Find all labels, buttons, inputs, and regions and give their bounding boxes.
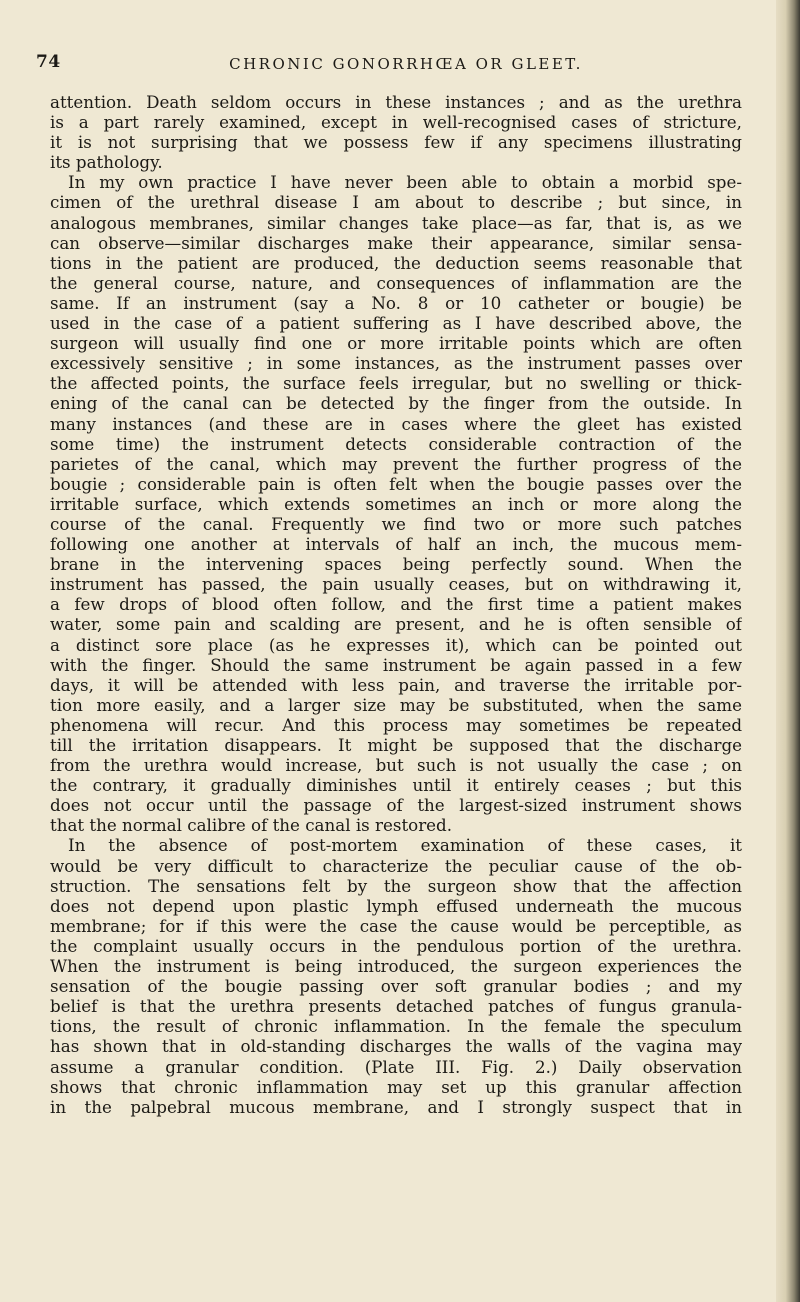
text-line: cimen of the urethral disease I am about to describe ; but since, in [50, 192, 742, 213]
text-line: In my own practice I have never been able to obtain a morbid spe- [68, 172, 742, 193]
text-line: would be very difficult to characterize the peculiar cause of the ob- [50, 855, 742, 876]
text-line: the general course, nature, and consequences of inflammation are the [50, 272, 742, 293]
text-line: irritable surface, which extends sometimes an inch or more along the [50, 493, 742, 514]
text-line: ening of the canal can be detected by the finger from the outside. In [50, 393, 742, 414]
text-line: can observe—similar discharges make their appearance, similar sensa- [50, 232, 742, 253]
text-line: the affected points, the surface feels irregular, but no swelling or thick- [50, 373, 742, 394]
text-line: a few drops of blood often follow, and the first time a patient makes [50, 594, 742, 615]
text-line: from the urethra would increase, but such is not usually the case ; on [50, 755, 742, 776]
text-line: a distinct sore place (as he expresses it), which can be pointed out [50, 634, 742, 655]
text-line: instrument has passed, the pain usually ceases, but on withdrawing it, [50, 574, 742, 595]
text-line: does not depend upon plastic lymph effused underneath the mucous [50, 895, 742, 916]
text-line: assume a granular condition. (Plate III. Fig. 2.) Daily observation [50, 1056, 742, 1077]
text-line: some time) the instrument detects considerable contraction of the [50, 433, 742, 454]
text-line: analogous membranes, similar changes take place—as far, that is, as we [50, 212, 742, 233]
text-line: same. If an instrument (say a No. 8 or 10 catheter or bougie) be [50, 292, 742, 313]
text-line: brane in the intervening spaces being perfectly sound. When the [50, 554, 742, 575]
text-line: till the irritation disappears. It might be supposed that the discharge [50, 735, 742, 755]
text-line: tion more easily, and a larger size may be substituted, when the same [50, 694, 742, 715]
text-line: following one another at intervals of half an inch, the mucous mem- [50, 534, 742, 555]
text-line: excessively sensitive ; in some instances, as the instrument passes over [50, 353, 742, 374]
page-number: 74 [36, 52, 61, 72]
text-line: the contrary, it gradually diminishes until it entirely ceases ; but this [50, 775, 742, 796]
text-line: with the finger. Should the same instrument be again passed in a few [50, 654, 742, 675]
text-line: used in the case of a patient suffering as I have described above, the [50, 313, 742, 334]
text-line: does not occur until the passage of the largest-sized instrument shows [50, 795, 742, 816]
text-line: tions, the result of chronic inflammation. In the female the speculum [50, 1016, 742, 1037]
text-line: attention. Death seldom occurs in these instances ; and as the urethra [50, 92, 742, 112]
text-line: its pathology. [50, 152, 163, 173]
text-line: days, it will be attended with less pain, and traverse the irritable por- [50, 674, 742, 695]
text-line: sensation of the bougie passing over soft granular bodies ; and my [50, 976, 742, 997]
page-header [36, 52, 736, 78]
text-line: the complaint usually occurs in the pendulous portion of the urethra. [50, 935, 742, 956]
text-line: bougie ; considerable pain is often felt when the bougie passes over the [50, 473, 742, 494]
text-line: it is not surprising that we possess few if any specimens illustrating [50, 132, 742, 153]
text-line: shows that chronic inflammation may set up this granular affection [50, 1076, 742, 1097]
text-line: has shown that in old-standing discharges the walls of the vagina may [50, 1036, 742, 1057]
text-line: surgeon will usually find one or more irritable points which are often [50, 333, 742, 354]
text-line: many instances (and these are in cases where the gleet has existed [50, 413, 742, 434]
text-line: phenomena will recur. And this process may sometimes be repeated [50, 714, 742, 735]
body-text [50, 92, 742, 1117]
text-line: belief is that the urethra presents detached patches of fungus granula- [50, 996, 742, 1017]
text-line: course of the canal. Frequently we find two or more such patches [50, 513, 742, 534]
text-line: parietes of the canal, which may prevent the further progress of the [50, 453, 742, 474]
text-line: is a part rarely examined, except in well-recognised cases of stricture, [50, 112, 742, 133]
text-line: In the absence of post-mortem examination of these cases, it [68, 835, 742, 856]
text-line: When the instrument is being introduced, the surgeon experiences the [50, 956, 742, 977]
text-line: tions in the patient are produced, the deduction seems reasonable that [50, 252, 742, 273]
running-head: CHRONIC GONORRHŒA OR GLEET. [229, 55, 583, 73]
text-line: membrane; for if this were the case the cause would be perceptible, as [50, 915, 742, 936]
text-line: in the palpebral mucous membrane, and I strongly suspect that in [50, 1096, 742, 1117]
text-line: water, some pain and scalding are present, and he is often sensible of [50, 614, 742, 635]
text-line: struction. The sensations felt by the surgeon show that the affection [50, 875, 742, 896]
text-line: that the normal calibre of the canal is restored. [50, 815, 453, 836]
page-binding-edge [776, 0, 800, 1302]
